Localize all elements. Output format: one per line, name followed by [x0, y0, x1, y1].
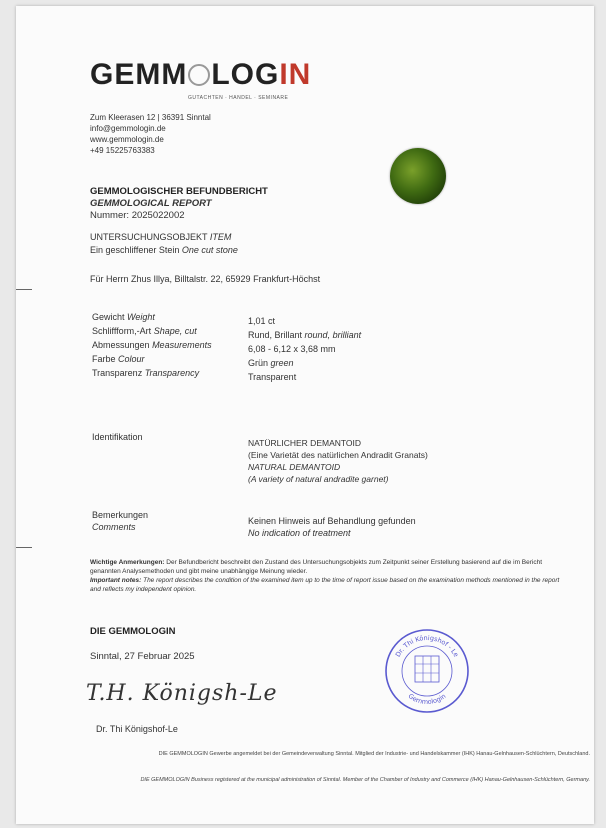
prop-value-colour: Grün green [248, 358, 294, 368]
prop-label-transparency: Transparenz Transparency [92, 368, 200, 378]
address: Zum Kleerasen 12 | 36391 Sinntal [90, 113, 211, 122]
email: info@gemmologin.de [90, 124, 166, 133]
identification-line4: (A variety of natural andradite garnet) [248, 474, 389, 484]
prop-label-shape: Schliffform,-Art Shape, cut [92, 326, 197, 336]
identification-line2: (Eine Varietät des natürlichen Andradit Granats) [248, 450, 428, 460]
prop-value-measurements: 6,08 - 6,12 x 3,68 mm [248, 344, 336, 354]
stamp-top-text: Dr. Thi Königshof - Le [393, 633, 461, 659]
identification-line3: NATURAL DEMANTOID [248, 462, 341, 472]
item-description: Ein geschliffener Stein One cut stone [90, 245, 238, 255]
phone: +49 15225763383 [90, 146, 155, 155]
comments-label-en: Comments [92, 522, 136, 532]
gemstone-photo [390, 148, 446, 204]
company-logo [90, 58, 311, 92]
notes-de: Wichtige Anmerkungen: Der Befundbericht beschreibt den Zustand des Untersuchungsobjekts zum Zeitpunkt seiner Erstellung basierend auf die im Bericht genannten Analysemethoden und gibt meine unabhängige Meinung wieder. [90, 559, 543, 575]
identification-line1: NATÜRLICHER DEMANTOID [248, 438, 362, 448]
comments-value-en: No indication of treatment [248, 528, 351, 538]
website: www.gemmologin.de [90, 135, 164, 144]
contact-block [90, 112, 211, 156]
important-notes [90, 558, 570, 594]
report-document [16, 6, 594, 824]
company-name: DIE GEMMOLOGIN [90, 626, 176, 637]
notes-en: Important notes: The report describes the condition of the examined item up to the time of report issue based on the examination methods mentioned in the report and reflects my independent opinion. [90, 577, 560, 593]
logo-text-gemm: GEMM [90, 58, 188, 91]
gem-icon [188, 64, 210, 86]
logo-tagline: GUTACHTEN · HANDEL · SEMINARE [188, 95, 289, 101]
prop-value-weight: 1,01 ct [248, 316, 276, 326]
prop-value-transparency: Transparent [248, 372, 297, 382]
logo-text-log: LOG [211, 58, 280, 91]
report-date: Sinntal, 27 Februar 2025 [90, 651, 195, 662]
fold-mark-top [16, 289, 32, 290]
report-title-de: GEMMOLOGISCHER BEFUNDBERICHT [90, 186, 268, 197]
report-number: Nummer: 2025022002 [90, 210, 185, 221]
footer-de: DIE GEMMOLOGIN Gewerbe angemeldet bei der Gemeindeverwaltung Sinntal. Mitglied der Industrie- und Handelskammer (IHK) Hanau-Gelnhausen-Schlüchtern, Deutschland. [158, 751, 590, 757]
client-line: Für Herrn Zhus Illya, Billtalstr. 22, 65929 Frankfurt-Höchst [90, 274, 321, 284]
prop-label-colour: Farbe Colour [92, 354, 145, 364]
prop-value-shape: Rund, Brillant round, brilliant [248, 330, 362, 340]
footer-en: DIE GEMMOLOGIN Business registered at the municipal administration of Sinntal. Member of the Chamber of Industry and Commerce (IHK) Hanau-Gelnhausen-Schlüchtern, Germany. [140, 777, 590, 783]
fold-mark-bottom [16, 547, 32, 548]
identification-label: Identifikation [92, 432, 143, 442]
handwritten-signature: T.H. Königsh-Le [86, 681, 278, 706]
prop-label-weight: Gewicht Weight [92, 312, 155, 322]
logo-text-in: IN [279, 58, 312, 91]
item-label: UNTERSUCHUNGSOBJEKT ITEM [90, 232, 232, 242]
comments-label-de: Bemerkungen [92, 510, 149, 520]
report-title-en: GEMMOLOGICAL REPORT [90, 198, 212, 209]
signatory-name: Dr. Thi Königshof-Le [96, 724, 178, 734]
official-stamp [384, 628, 470, 714]
prop-label-measurements: Abmessungen Measurements [92, 340, 212, 350]
comments-value-de: Keinen Hinweis auf Behandlung gefunden [248, 516, 416, 526]
stamp-bottom-text: Gemmologin [406, 692, 448, 707]
